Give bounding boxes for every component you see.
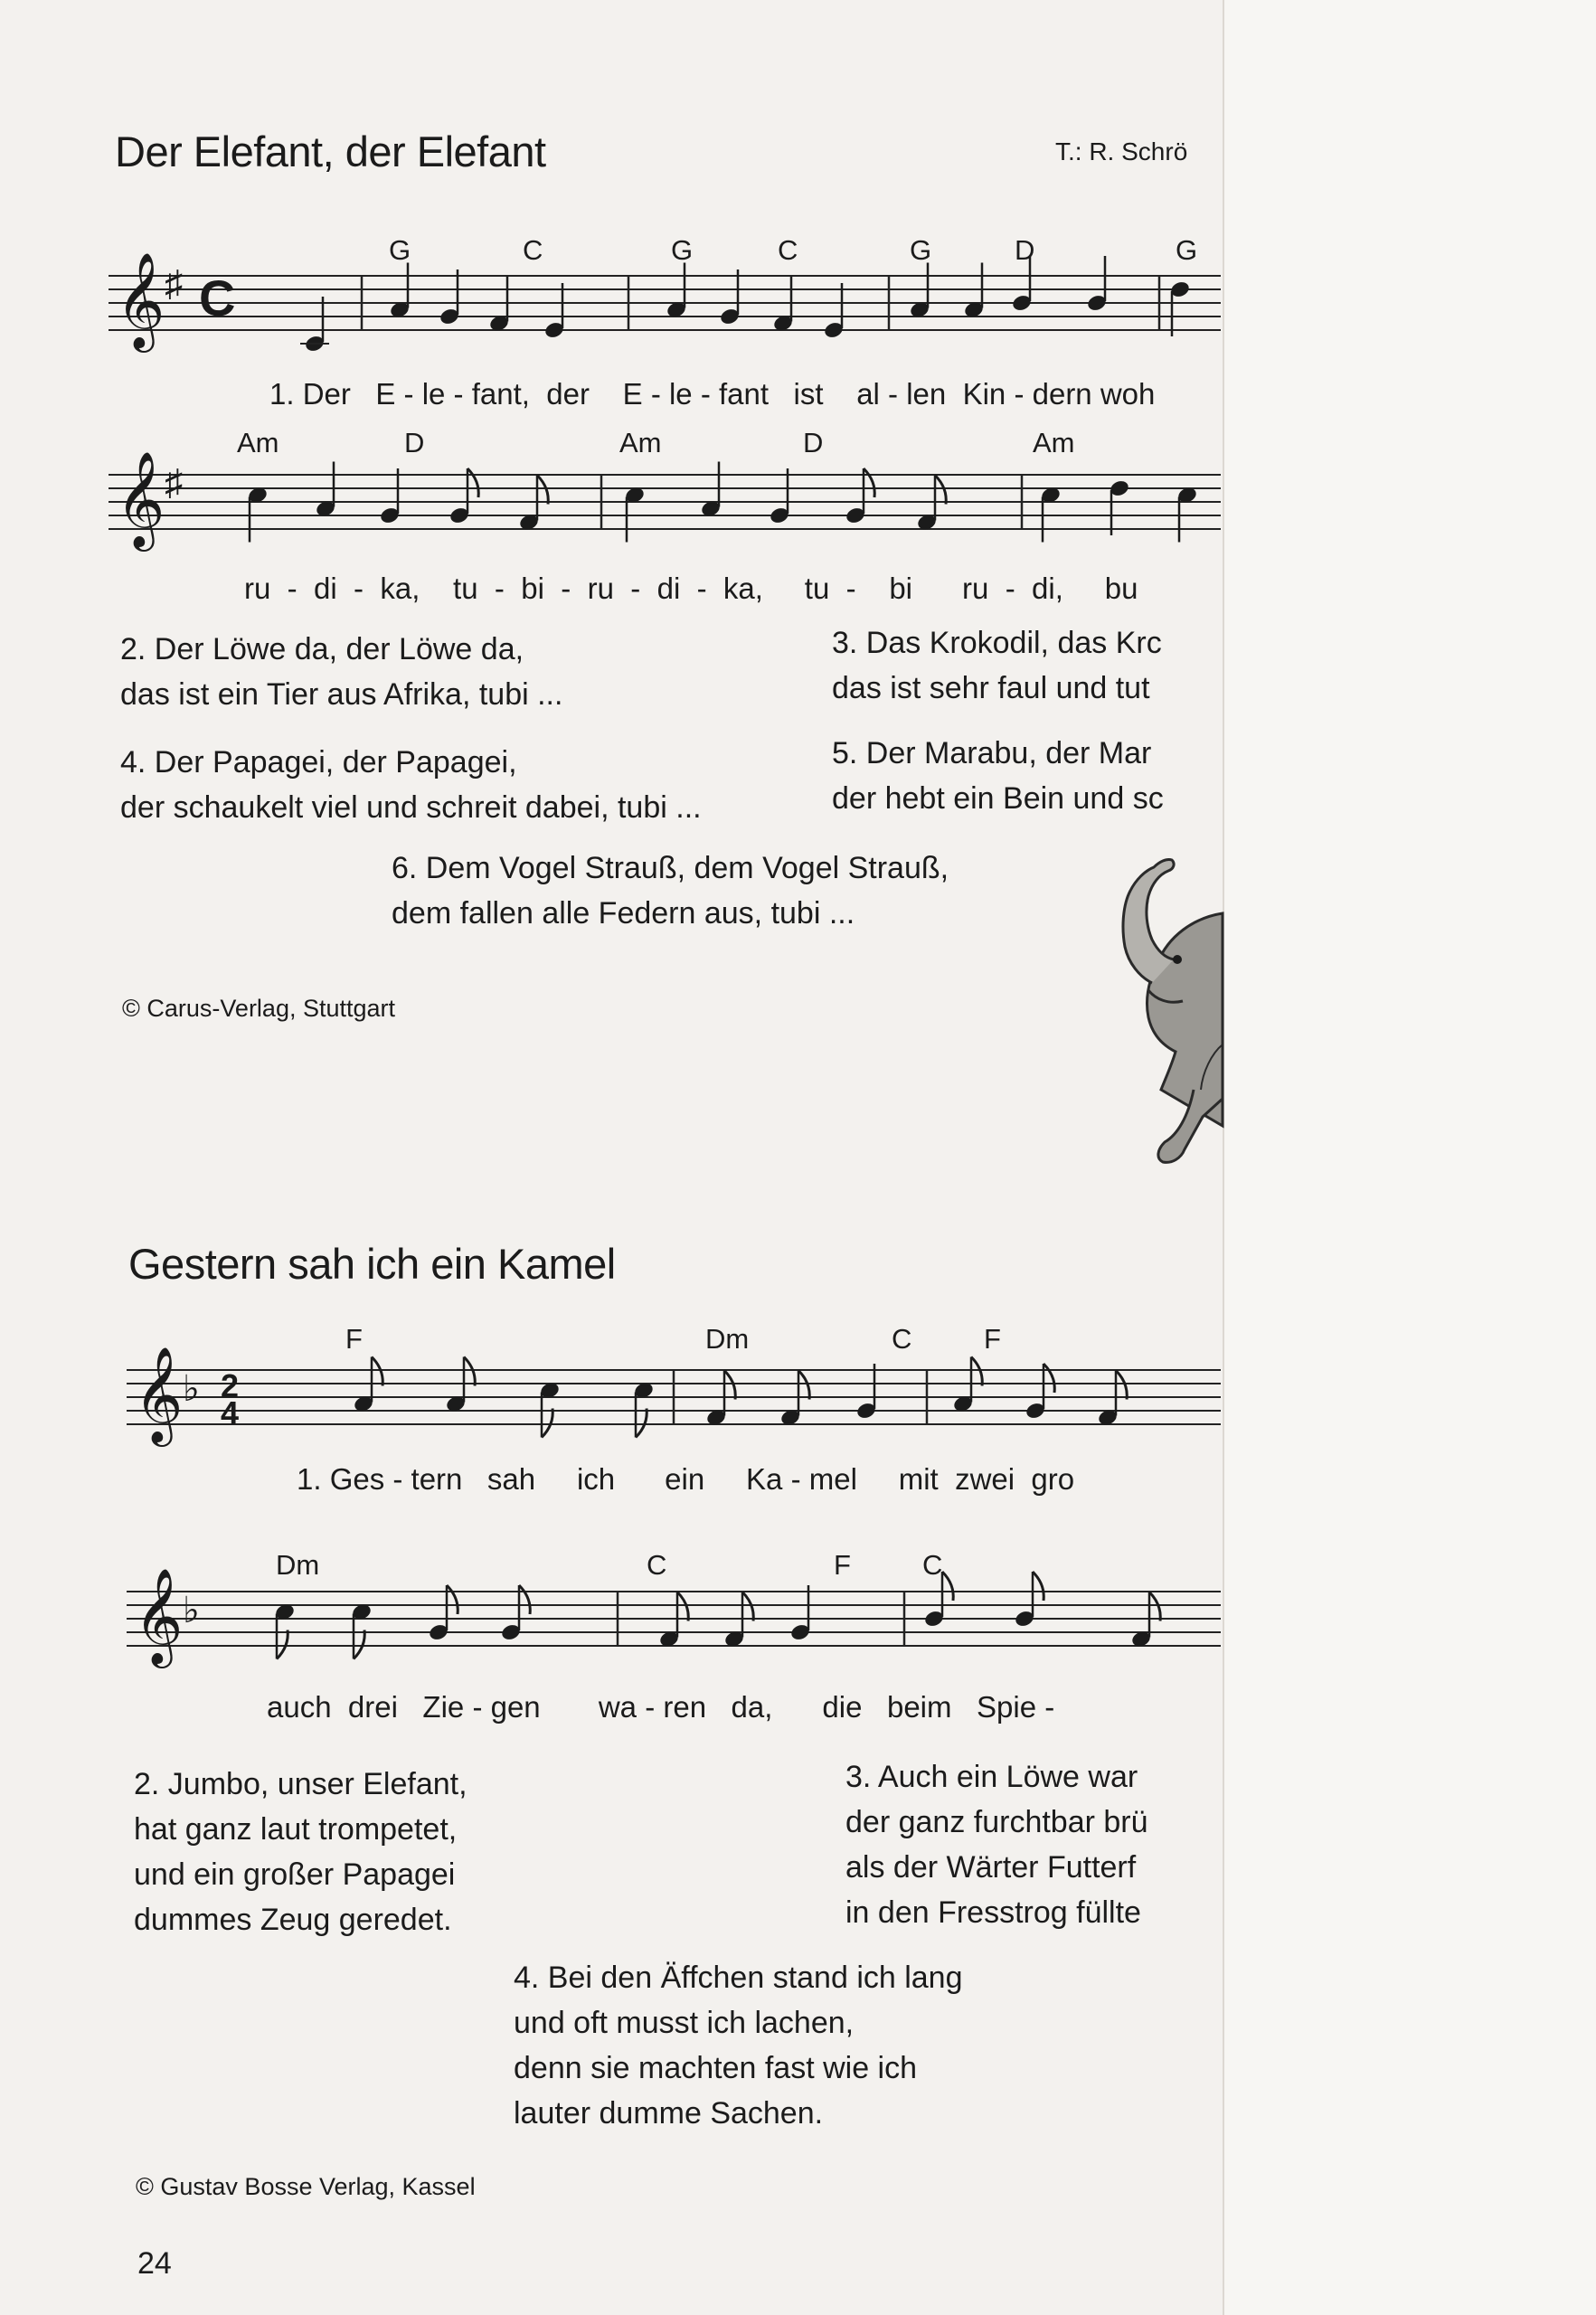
copyright-bosse: © Gustav Bosse Verlag, Kassel <box>136 2173 476 2200</box>
chord-symbol: G <box>671 234 694 266</box>
chord-symbol: G <box>910 234 932 266</box>
lyrics-line: 1. Der E - le - fant, der E - le - fant ist al - len Kin - dern woh <box>269 377 1156 411</box>
chord-symbol: D <box>803 427 824 458</box>
music-staff-kamel-2 <box>127 1542 1221 1723</box>
treble-clef: 𝄞 <box>134 1570 184 1662</box>
treble-clef: 𝄞 <box>116 254 165 346</box>
song-title-elefant: Der Elefant, der Elefant <box>115 128 546 175</box>
music-staff-kamel-1 <box>127 1316 1221 1506</box>
chord-symbol: F <box>984 1323 1001 1355</box>
note-flag <box>742 1592 753 1621</box>
time-signature-numerator: 2 <box>221 1367 240 1404</box>
verse-elefant-2: 2. Der Löwe da, der Löwe da, das ist ein Tier aus Afrika, tubi ... <box>120 632 563 712</box>
music-staff-elefant-1 <box>109 231 1221 411</box>
elephant-icon <box>1058 827 1223 1216</box>
key-signature-flat: ♭ <box>183 1591 200 1630</box>
page-fold <box>1223 0 1224 2315</box>
lyrics-line: auch drei Zie - gen wa - ren da, die beim Spie - <box>267 1690 1055 1724</box>
chord-symbol: D <box>1015 234 1035 266</box>
note-flag <box>542 1409 552 1438</box>
page-number: 24 <box>137 2246 172 2281</box>
chord-symbol: Am <box>1033 427 1075 458</box>
chord-symbol: C <box>523 234 543 266</box>
chord-symbol: C <box>892 1323 912 1355</box>
key-signature-sharp: ♯ <box>165 264 183 304</box>
song-title-kamel: Gestern sah ich ein Kamel <box>128 1240 616 1288</box>
key-signature-sharp: ♯ <box>165 463 183 503</box>
note-flag <box>1033 1572 1044 1601</box>
chord-symbol: Am <box>237 427 279 458</box>
verse-elefant-5: 5. Der Marabu, der Mar der hebt ein Bein und sc <box>832 736 1164 816</box>
note-flag <box>677 1592 688 1621</box>
chord-symbol: Am <box>619 427 662 458</box>
treble-clef: 𝄞 <box>134 1348 184 1441</box>
chord-symbol: G <box>389 234 411 266</box>
note-flag <box>447 1585 458 1614</box>
verse-elefant-3: 3. Das Krokodil, das Krc das ist sehr faul und tut <box>832 626 1162 705</box>
note-flag <box>277 1630 288 1659</box>
chord-symbol: G <box>1176 234 1198 266</box>
chord-symbol: F <box>834 1549 851 1581</box>
note-flag <box>1044 1364 1054 1393</box>
note-flag <box>1149 1592 1160 1621</box>
verse-elefant-4: 4. Der Papagei, der Papagei, der schaukelt viel und schreit dabei, tubi ... <box>120 745 702 825</box>
note-flag <box>519 1585 530 1614</box>
note-flag <box>537 476 548 505</box>
note-flag <box>971 1357 982 1386</box>
copyright-carus: © Carus-Verlag, Stuttgart <box>122 995 396 1022</box>
music-staff-elefant-2 <box>109 425 1221 606</box>
note-flag <box>464 1357 475 1386</box>
note-flag <box>354 1630 364 1659</box>
note-flag <box>798 1371 809 1400</box>
opposite-page-edge <box>1223 0 1596 2315</box>
note-flag <box>467 468 478 497</box>
lyrics-line: ru - di - ka, tu - bi - ru - di - ka, tu - bi ru - di, bu <box>244 572 1138 605</box>
verse-kamel-3: 3. Auch ein Löwe war der ganz furchtbar brü als der Wärter Futterf in den Fresstrog füllte <box>845 1760 1148 1930</box>
chord-symbol: C <box>647 1549 667 1581</box>
time-signature: C <box>199 269 236 326</box>
chord-symbol: Dm <box>705 1323 750 1355</box>
song-credit: T.: R. Schrö <box>1055 137 1188 165</box>
note-flag <box>935 476 946 505</box>
note-flag <box>864 468 874 497</box>
lyrics-line: 1. Ges - tern sah ich ein Ka - mel mit zwei gro <box>297 1462 1075 1496</box>
chord-symbol: Dm <box>276 1549 320 1581</box>
note-flag <box>942 1572 953 1601</box>
note-flag <box>636 1409 647 1438</box>
verse-kamel-2: 2. Jumbo, unser Elefant, hat ganz laut trompetet, und ein großer Papagei dummes Zeug geredet. <box>134 1767 467 1937</box>
chord-symbol: C <box>922 1549 943 1581</box>
verse-kamel-4: 4. Bei den Äffchen stand ich lang und oft musst ich lachen, denn sie machten fast wie ich lauter dumme Sachen. <box>514 1961 963 2131</box>
note-flag <box>724 1371 735 1400</box>
treble-clef: 𝄞 <box>116 453 165 545</box>
time-signature-denominator: 4 <box>221 1394 240 1432</box>
note-flag <box>1116 1371 1127 1400</box>
verse-elefant-6: 6. Dem Vogel Strauß, dem Vogel Strauß, dem fallen alle Federn aus, tubi ... <box>392 851 949 931</box>
chord-symbol: D <box>404 427 425 458</box>
chord-symbol: C <box>778 234 798 266</box>
note-flag <box>372 1357 382 1386</box>
key-signature-flat: ♭ <box>183 1369 200 1409</box>
chord-symbol: F <box>345 1323 363 1355</box>
